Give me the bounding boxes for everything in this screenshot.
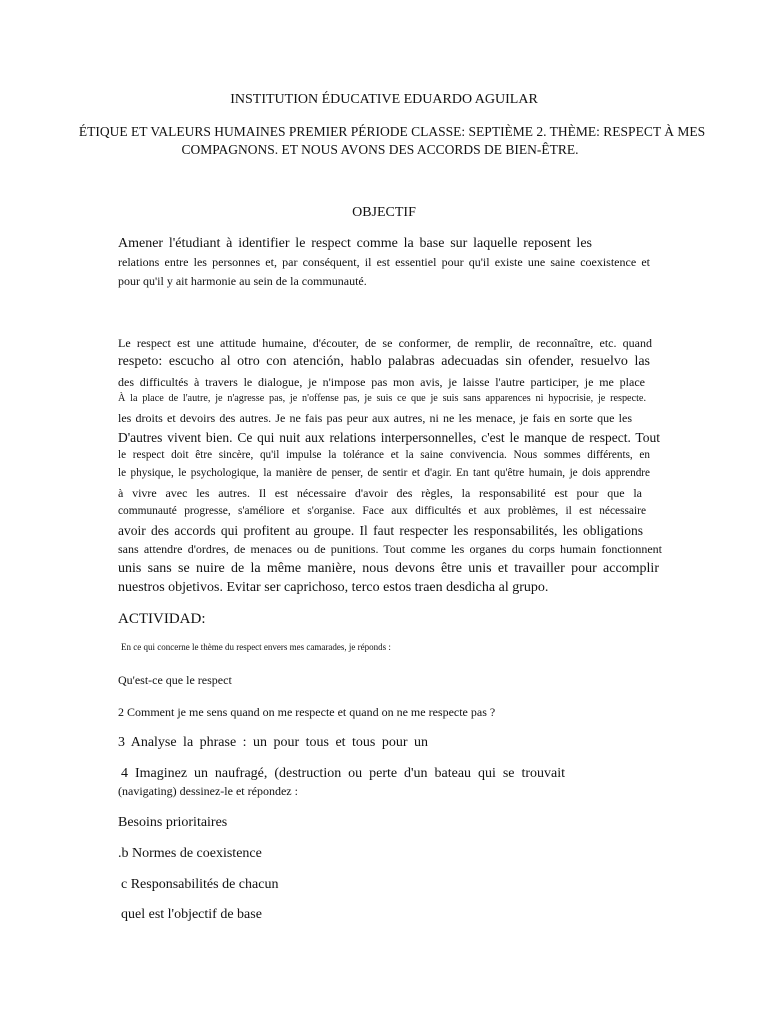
body-line-2: respeto: escucho al otro con atención, hablo palabras adecuadas sin ofender, resuelvo las (118, 354, 650, 369)
objectif-line-1: Amener l'étudiant à identifier le respect comme la base sur laquelle reposent les (118, 236, 592, 251)
question-4-line-2: (navigating) dessinez-le et répondez : (118, 784, 298, 798)
besoins-heading: Besoins prioritaires (118, 815, 228, 830)
subtitle-line-2: COMPAGNONS. ET NOUS AVONS DES ACCORDS DE BIEN-ÊTRE. (181, 142, 579, 157)
body-line-8: le physique, le psychologique, la manière de penser, de sentir et d'agir. En tant qu'être humain, je dois apprendre (118, 467, 650, 479)
item-b: .b Normes de coexistence (118, 846, 262, 861)
question-3: 3 Analyse la phrase : un pour tous et tous pour un (118, 735, 428, 750)
objectif-line-2: relations entre les personnes et, par conséquent, il est essentiel pour qu'il existe une saine coexistence et (118, 255, 650, 269)
body-line-3: des difficultés à travers le dialogue, je n'impose pas mon avis, je laisse l'autre participer, je me place (118, 375, 645, 389)
objectif-line-3: pour qu'il y ait harmonie au sein de la communauté. (118, 274, 367, 288)
activity-intro: En ce qui concerne le thème du respect envers mes camarades, je réponds : (121, 642, 391, 652)
body-line-4: À la place de l'autre, je n'agresse pas, je n'offense pas, je suis ce que je suis sans apparences ni hypocrisie, je respecte. (118, 393, 646, 404)
question-4-line-1: 4 Imaginez un naufragé, (destruction ou perte d'un bateau qui se trouvait (121, 766, 565, 781)
item-d: quel est l'objectif de base (121, 907, 262, 922)
question-2: 2 Comment je me sens quand on me respecte et quand on ne me respecte pas ? (118, 705, 496, 719)
body-line-6: D'autres vivent bien. Ce qui nuit aux relations interpersonnelles, c'est le manque de respect. Tout (118, 430, 660, 445)
body-line-5: les droits et devoirs des autres. Je ne fais pas peur aux autres, ni ne les menace, je fais en sorte que les (118, 411, 632, 425)
actividad-heading: ACTIVIDAD: (118, 611, 206, 627)
body-line-9: à vivre avec les autres. Il est nécessaire d'avoir des règles, la responsabilité est pour que la (118, 486, 642, 500)
subtitle-line-1: ÉTIQUE ET VALEURS HUMAINES PREMIER PÉRIODE CLASSE: SEPTIÈME 2. THÈME: RESPECT À MES (78, 124, 706, 139)
body-line-14: nuestros objetivos. Evitar ser caprichoso, terco estos traen desdicha al grupo. (118, 580, 549, 595)
objectif-heading: OBJECTIF (352, 205, 416, 220)
body-line-12: sans attendre d'ordres, de menaces ou de punitions. Tout comme les organes du corps humain fonctionnent (118, 542, 662, 556)
body-line-10: communauté progresse, s'améliore et s'organise. Face aux difficultés et aux problèmes, il est nécessaire (118, 505, 646, 517)
body-line-7: le respect doit être sincère, qu'il impulse la tolérance et la saine convivencia. Nous sommes différents, en (118, 449, 650, 461)
body-line-1: Le respect est une attitude humaine, d'écouter, de se conformer, de remplir, de reconnaître, etc. quand (118, 336, 652, 350)
body-line-13: unis sans se nuire de la même manière, nous devons être unis et travailler pour accomplir (118, 561, 659, 576)
item-c: c Responsabilités de chacun (121, 877, 279, 892)
school-title: INSTITUTION ÉDUCATIVE EDUARDO AGUILAR (230, 92, 538, 107)
question-1: Qu'est-ce que le respect (118, 673, 232, 687)
body-line-11: avoir des accords qui profitent au groupe. Il faut respecter les responsabilités, les obligations (118, 523, 643, 538)
